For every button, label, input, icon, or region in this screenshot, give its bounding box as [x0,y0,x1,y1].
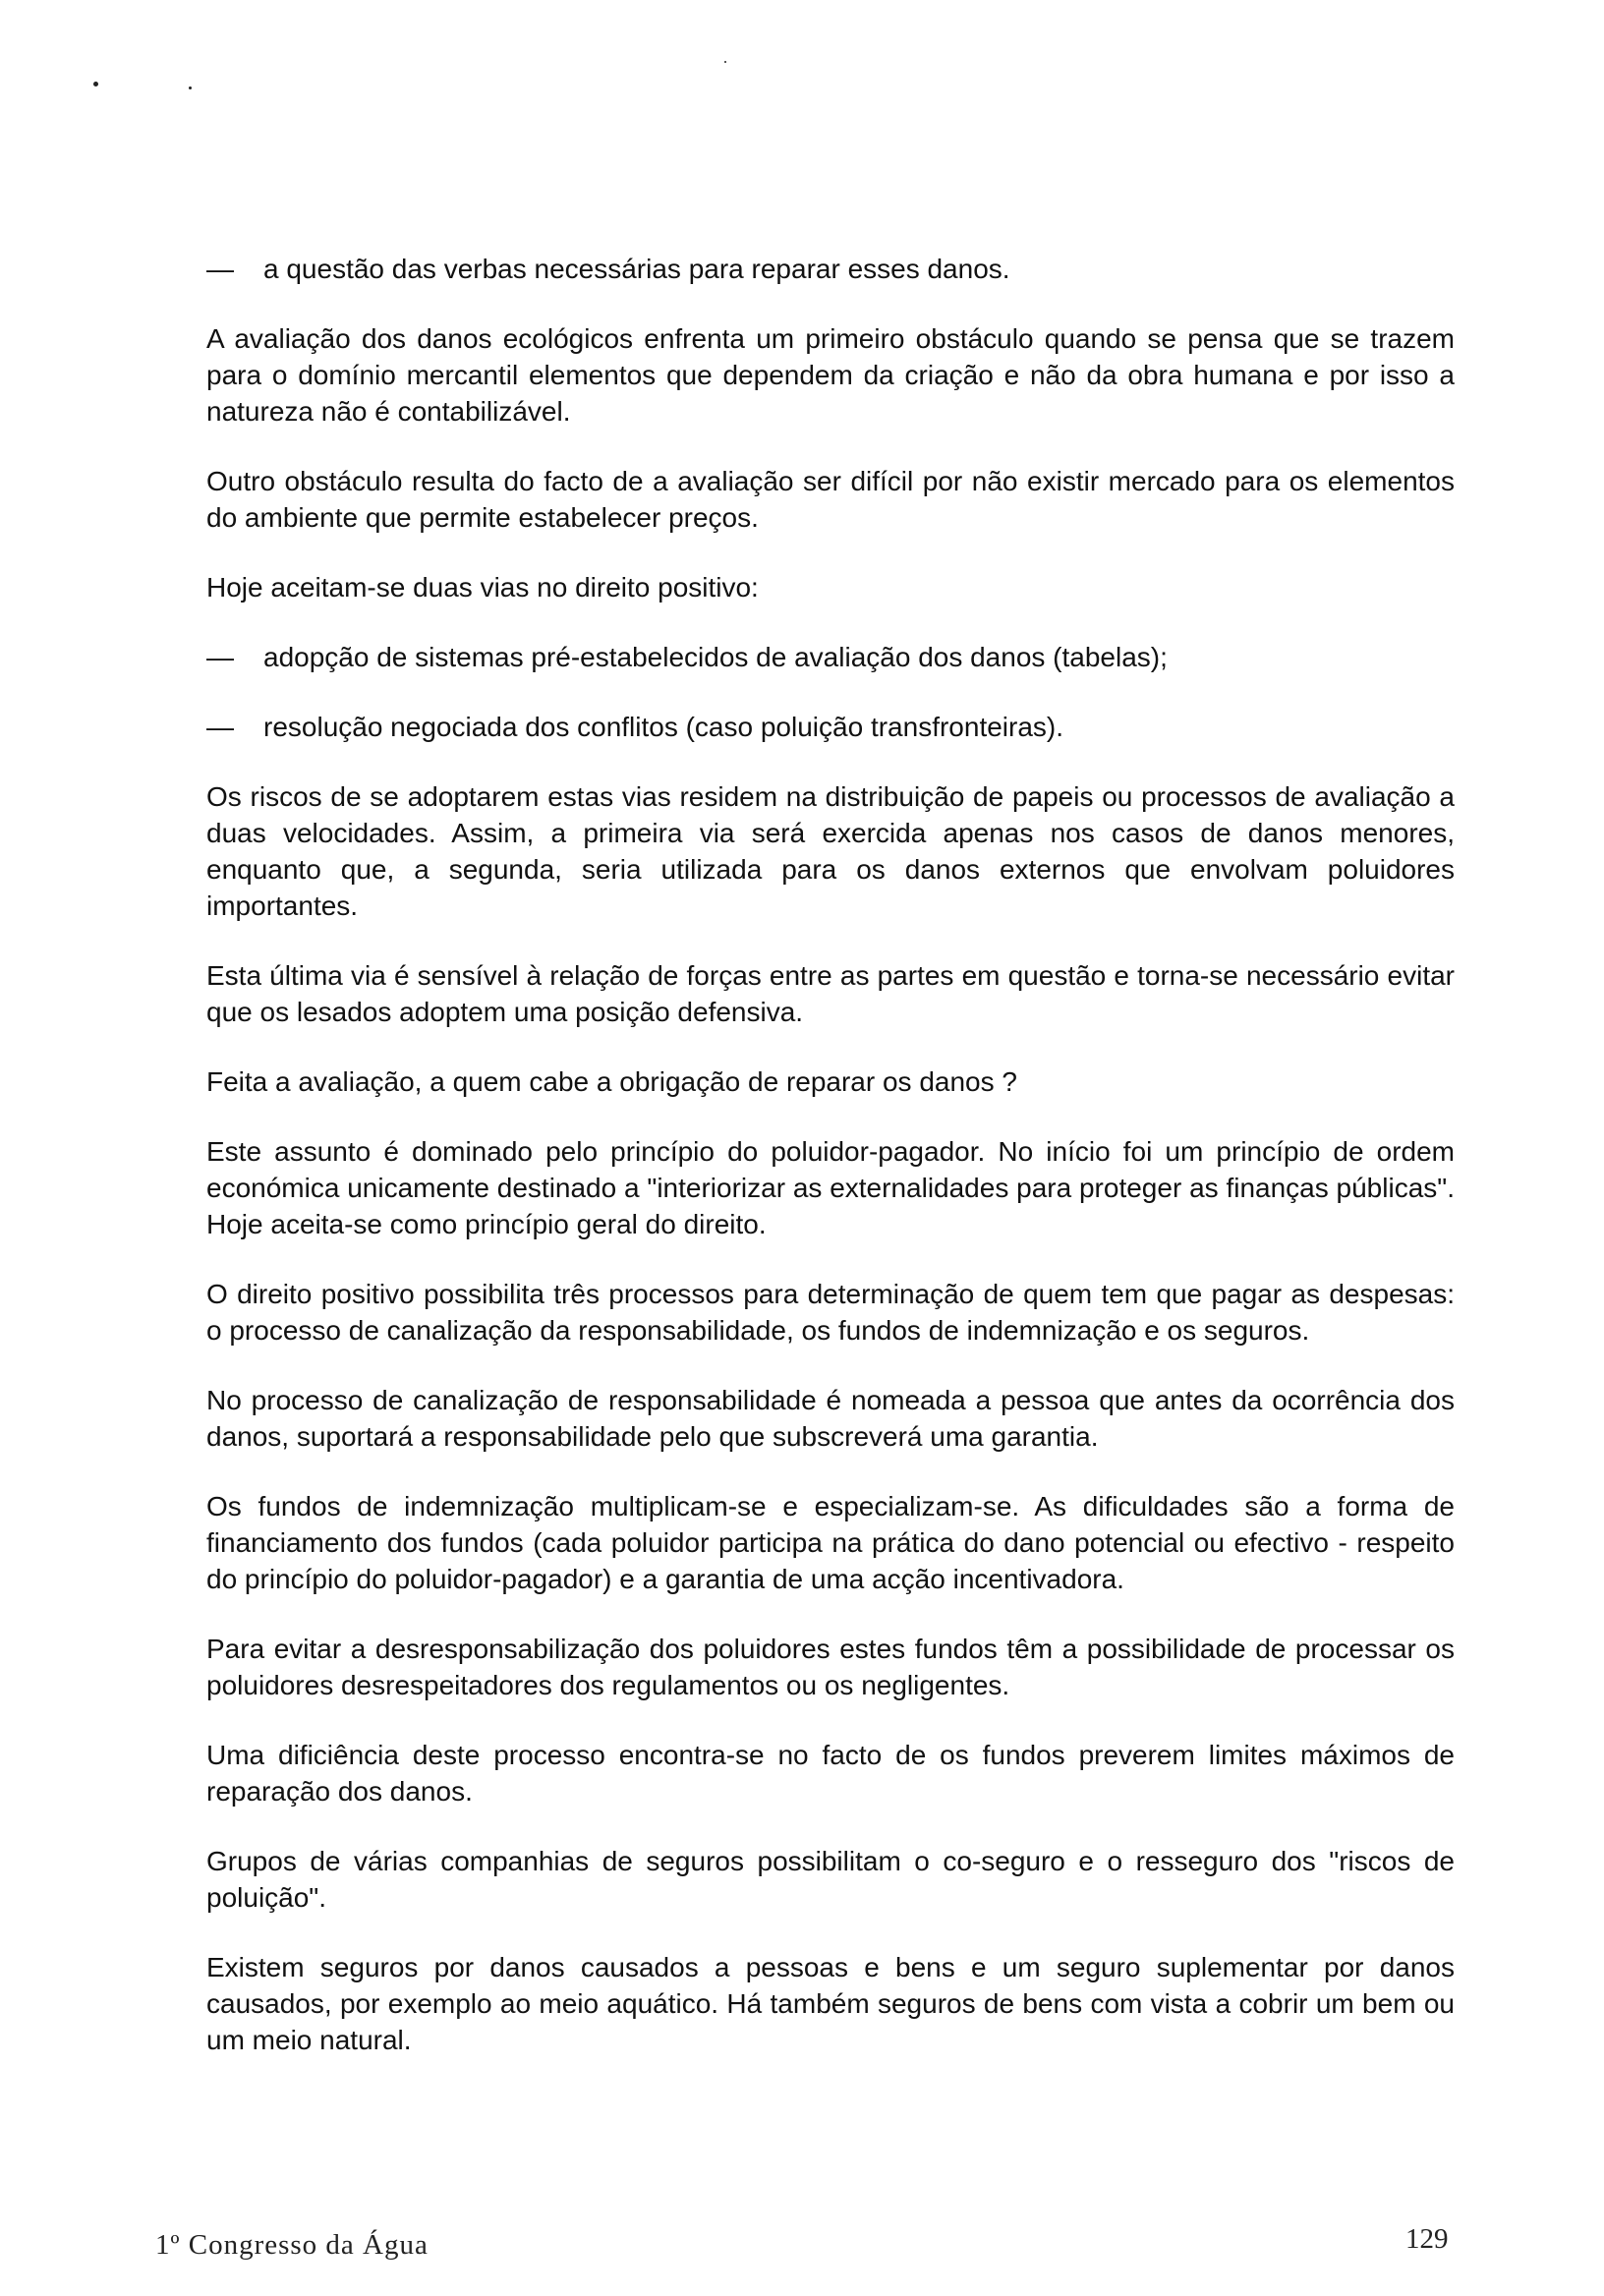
bullet-text: a questão das verbas necessárias para reparar esses danos. [263,254,1010,284]
paragraph: Existem seguros por danos causados a pessoas e bens e um seguro suplementar por danos causados, por exemplo ao meio aquático. Há também seguros de bens com vista a cobrir um bem ou um meio natural. [206,1952,1455,2055]
paragraph: Para evitar a desresponsabilização dos poluidores estes fundos têm a possibilidade de processar os poluidores desrespeitadores dos regulamentos ou os negligentes. [206,1634,1455,1700]
paragraph: O direito positivo possibilita três processos para determinação de quem tem que pagar as despesas: o processo de canalização da responsabilidade, os fundos de indemnização e os seguros. [206,1279,1455,1346]
paragraph: A avaliação dos danos ecológicos enfrenta um primeiro obstáculo quando se pensa que se trazem para o domínio mercantil elementos que dependem da criação e não da obra humana e por isso a natureza não é contabilizável. [206,323,1455,427]
scan-speck [189,86,192,89]
bullet-text: resolução negociada dos conflitos (caso poluição transfronteiras). [263,712,1064,742]
paragraph: Feita a avaliação, a quem cabe a obrigação de reparar os danos ? [206,1066,1017,1097]
paragraph: Outro obstáculo resulta do facto de a avaliação ser difícil por não existir mercado para os elementos do ambiente que permite estabelecer preços. [206,466,1455,533]
dash-marker: — [206,642,234,672]
footer-conference-name: 1º Congresso da Água [155,2229,429,2261]
dash-marker: — [206,254,234,284]
page-number: 129 [1405,2223,1449,2255]
paragraph: Uma dificiência deste processo encontra-se no facto de os fundos preverem limites máximos de reparação dos danos. [206,1740,1455,1807]
dash-marker: — [206,712,234,742]
paragraph: Grupos de várias companhias de seguros possibilitam o co-seguro e o resseguro dos "riscos de poluição". [206,1846,1455,1913]
bullet-item [206,639,1455,675]
bullet-item [206,251,1455,287]
scan-speck [724,61,726,63]
paragraph: Os fundos de indemnização multiplicam-se e especializam-se. As dificuldades são a forma de financiamento dos fundos (cada poluidor participa na prática do dano potencial ou efectivo - respeito do princípio do poluidor-pagador) e a garantia de uma acção incentivadora. [206,1491,1455,1594]
paragraph: Esta última via é sensível à relação de forças entre as partes em questão e torna-se necessário evitar que os lesados adoptem uma posição defensiva. [206,960,1455,1027]
bullet-text: adopção de sistemas pré-estabelecidos de avaliação dos danos (tabelas); [263,642,1168,672]
paragraph: Este assunto é dominado pelo princípio do poluidor-pagador. No início foi um princípio de ordem económica unicamente destinado a "interiorizar as externalidades para proteger as finanças públicas". Hoje aceita-se como princípio geral do direito. [206,1136,1455,1239]
document-body [206,251,1455,2092]
paragraph: Hoje aceitam-se duas vias no direito positivo: [206,572,759,603]
bullet-item [206,709,1455,745]
paragraph: No processo de canalização de responsabilidade é nomeada a pessoa que antes da ocorrência dos danos, suportará a responsabilidade pelo que subscreverá uma garantia. [206,1385,1455,1452]
scan-speck [93,82,98,86]
paragraph: Os riscos de se adoptarem estas vias residem na distribuição de papeis ou processos de avaliação a duas velocidades. Assim, a primeira via será exercida apenas nos casos de danos menores, enquanto que, a segunda, seria utilizada para os danos externos que envolvam poluidores importantes. [206,781,1455,921]
